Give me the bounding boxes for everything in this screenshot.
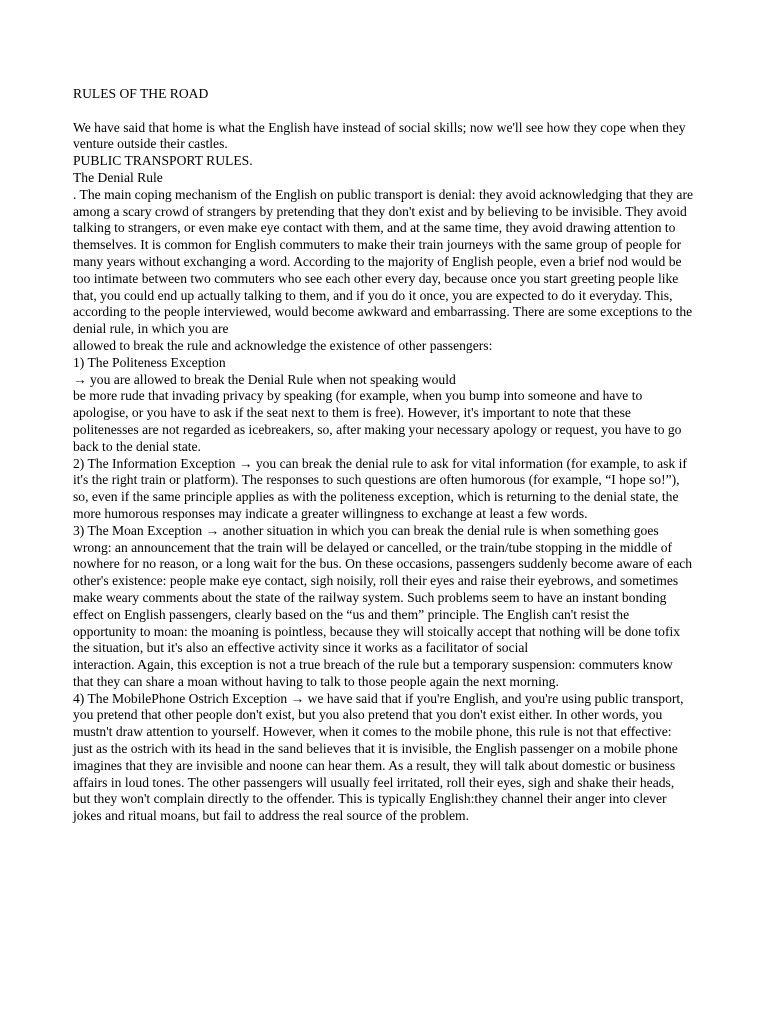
exception-3-paragraph-a: 3) The Moan Exception → another situation in which you can break the denial rule is when something goes wrong: an announcement that the train will be delayed or cancelled, or the train/tube stopping in the middle of nowhere for no reason, or a long wait for the bus. On these occasions, passengers suddenly become aware of each other's existence: people make eye contact, sigh noisily, roll their eyes and raise their eyebrows, and sometimes make weary comments about the state of the railway system. Such problems seem to have an instant bonding effect on English passengers, clearly based on the “us and them” principle. The English can't resist the opportunity to moan: the moaning is pointless, because they will stoically accept that nothing will be done tofix the situation, but it's also an effective activity since it works as a facilitator of social — [73, 522, 693, 656]
denial-paragraph-2: allowed to break the rule and acknowledge the existence of other passengers: — [73, 337, 493, 353]
section-heading: PUBLIC TRANSPORT RULES. — [73, 153, 253, 169]
intro-paragraph: We have said that home is what the English have instead of social skills; now we'll see how they cope when they venture outside their castles. — [73, 119, 686, 152]
exception-3-paragraph-b: interaction. Again, this exception is not a true breach of the rule but a temporary suspension: commuters know that they can share a moan without having to talk to those people again the next morning. — [73, 657, 673, 689]
exception-1-body: be more rude that invading privacy by speaking (for example, when you bump into someone and have to apologise, or you have to ask if the seat next to them is free). However, it's important to note that these politenesses are not regarded as icebreakers, so, after making your necessary apology or request, you have to go back to the denial state. — [73, 388, 682, 454]
document-title: RULES OF THE ROAD — [73, 86, 209, 101]
exception-2-paragraph: 2) The Information Exception → you can break the denial rule to ask for vital information (for example, to ask if it's the right train or platform). The responses to such questions are often humorous (for example, “I hope so!”), so, even if the same principle applies as with the politeness exception, which is returning to the denial state, the more humorous responses may indicate a greater willingness to exchange at least a few words. — [73, 455, 687, 521]
denial-paragraph-1: . The main coping mechanism of the English on public transport is denial: they avoid acknowledging that they are among a scary crowd of strangers by pretending that they don't exist and by believing to be invisible. They avoid talking to strangers, or even make eye contact with them, and at the same time, they avoid drawing attention to themselves. It is common for English commuters to make their train journeys with the same group of people for many years without exchanging a word. According to the majority of English people, even a brief nod would be too intimate between two commuters who see each other every day, because once you start greeting people like that, you could end up actually talking to them, and if you do it once, you are expected to do it everyday. This, according to the people interviewed, would become awkward and embarrassing. There are some exceptions to the denial rule, in which you are — [73, 186, 694, 337]
exception-4-paragraph: 4) The MobilePhone Ostrich Exception → we have said that if you're English, and you're using public transport, you pretend that other people don't exist, but you also pretend that you don't exist either. In other words, you mustn't draw attention to yourself. However, when it comes to the mobile phone, this rule is not that effective: just as the ostrich with its head in the sand believes that it is invisible, the English passenger on a mobile phone imagines that they are invisible and noone can hear them. As a result, they will talk about domestic or business affairs in loud tones. The other passengers will usually feel irritated, roll their eyes, sigh and shake their heads, but they won't complain directly to the offender. This is typically English:they channel their anger into clever jokes and ritual moans, but fail to address the real source of the problem. — [73, 690, 684, 824]
exception-1-line: → you are allowed to break the Denial Rule when not speaking would — [73, 371, 456, 387]
subheading: The Denial Rule — [73, 169, 163, 185]
document-page — [73, 86, 693, 825]
exception-1-title: 1) The Politeness Exception — [73, 354, 226, 370]
